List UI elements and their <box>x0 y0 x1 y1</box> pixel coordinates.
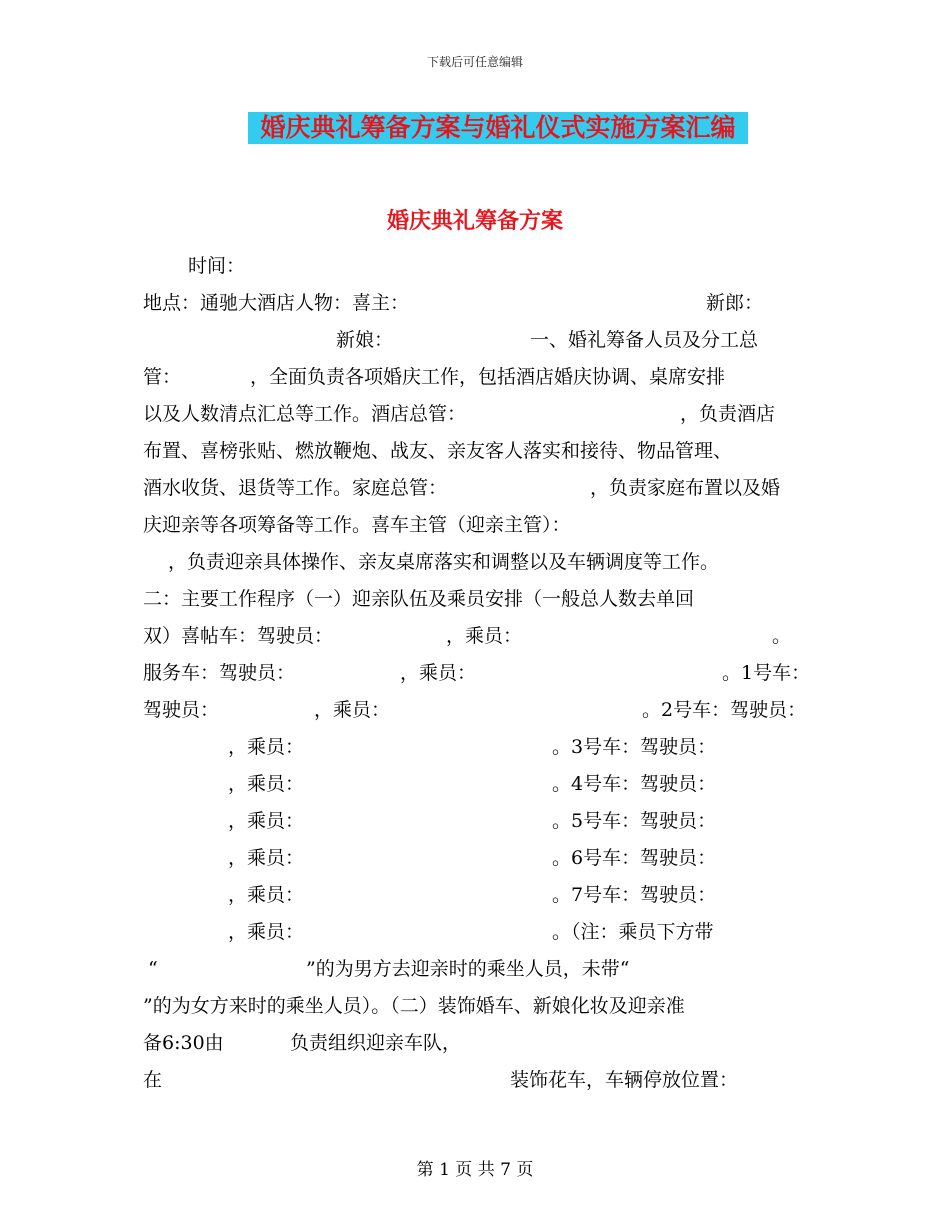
text-segment: ，乘员： <box>228 884 305 906</box>
text-segment: ，乘员： <box>228 773 305 795</box>
body-line <box>0 285 950 321</box>
text-segment: ”的为女方来时的乘坐人员）。（二）装饰婚车、新娘化妆及迎亲准 <box>143 995 685 1017</box>
text-segment: 。7号车：驾驶员： <box>552 884 717 906</box>
body-line <box>0 359 950 395</box>
text-segment: ，乘员： <box>228 921 305 943</box>
text-segment: 庆迎亲等各项筹备等工作。喜车主管（迎亲主管）： <box>143 514 571 536</box>
text-segment: ，乘员： <box>228 810 305 832</box>
text-segment: ，乘员： <box>314 699 391 721</box>
document-title: 婚庆典礼筹备方案与婚礼仪式实施方案汇编 <box>248 112 748 144</box>
body-line <box>0 1025 950 1061</box>
text-segment: 。 <box>772 625 792 647</box>
text-segment: ，乘员： <box>446 625 523 647</box>
text-segment: 负责组织迎亲车队， <box>290 1032 462 1054</box>
header-note: 下载后可任意编辑 <box>426 55 523 69</box>
body-line <box>0 433 950 469</box>
body-line <box>0 803 950 839</box>
text-segment: 。（注：乘员下方带 <box>552 921 714 943</box>
body-line <box>0 248 950 284</box>
text-segment: 在 <box>143 1069 163 1091</box>
text-segment: 。3号车：驾驶员： <box>552 736 717 758</box>
text-segment: ”的为男方去迎亲时的乘坐人员，未带“ <box>306 958 630 980</box>
text-segment: 。1号车： <box>722 662 811 684</box>
text-segment: 时间： <box>188 255 246 277</box>
text-segment: ，负责家庭布置以及婚 <box>590 477 781 499</box>
body-line <box>0 729 950 765</box>
text-segment: 布置、喜榜张贴、燃放鞭炮、战友、亲友客人落实和接待、物品管理、 <box>143 440 733 462</box>
text-segment: 一、婚礼筹备人员及分工总 <box>530 329 759 351</box>
body-line <box>0 692 950 728</box>
text-segment: ，负责迎亲具体操作、亲友桌席落实和调整以及车辆调度等工作。 <box>168 551 720 573</box>
body-line <box>0 396 950 432</box>
body-line <box>0 581 950 617</box>
text-segment: 酒水收货、退货等工作。家庭总管： <box>143 477 448 499</box>
text-segment: 二：主要工作程序（一）迎亲队伍及乘员安排（一般总人数去单回 <box>143 588 695 610</box>
text-segment: 装饰花车，车辆停放位置： <box>510 1069 739 1091</box>
section-title: 婚庆典礼筹备方案 <box>386 209 563 234</box>
body-line <box>0 877 950 913</box>
text-segment: 新娘： <box>336 329 394 351</box>
body-line <box>0 322 950 358</box>
body-line <box>0 766 950 802</box>
text-segment: 地点：通驰大酒店人物：喜主： <box>143 292 410 314</box>
text-segment: 备6:30由 <box>143 1032 224 1054</box>
body-line <box>0 840 950 876</box>
text-segment: 管： <box>143 366 182 388</box>
text-segment: “ <box>148 958 158 980</box>
page-footer: 第 1 页 共 7 页 <box>416 1160 534 1180</box>
body-line <box>0 544 950 580</box>
body-line <box>0 951 950 987</box>
text-segment: 新郎： <box>706 292 764 314</box>
text-segment: ，乘员： <box>228 847 305 869</box>
text-segment: 。4号车：驾驶员： <box>552 773 717 795</box>
body-line <box>0 988 950 1024</box>
text-segment: 驾驶员： <box>143 699 220 721</box>
body-line <box>0 507 950 543</box>
body-line <box>0 914 950 950</box>
text-segment: 以及人数清点汇总等工作。酒店总管： <box>143 403 467 425</box>
body-line <box>0 655 950 691</box>
body-line <box>0 618 950 654</box>
text-segment: 。6号车：驾驶员： <box>552 847 717 869</box>
text-segment: 。5号车：驾驶员： <box>552 810 717 832</box>
text-segment: 双）喜帖车：驾驶员： <box>143 625 334 647</box>
text-segment: ，全面负责各项婚庆工作，包括酒店婚庆协调、桌席安排 <box>250 366 726 388</box>
text-segment: ，乘员： <box>228 736 305 758</box>
text-segment: ，乘员： <box>400 662 477 684</box>
text-segment: 。2号车：驾驶员： <box>642 699 807 721</box>
body-line <box>0 470 950 506</box>
text-segment: 服务车：驾驶员： <box>143 662 296 684</box>
body-line <box>0 1062 950 1098</box>
text-segment: ，负责酒店 <box>680 403 776 425</box>
